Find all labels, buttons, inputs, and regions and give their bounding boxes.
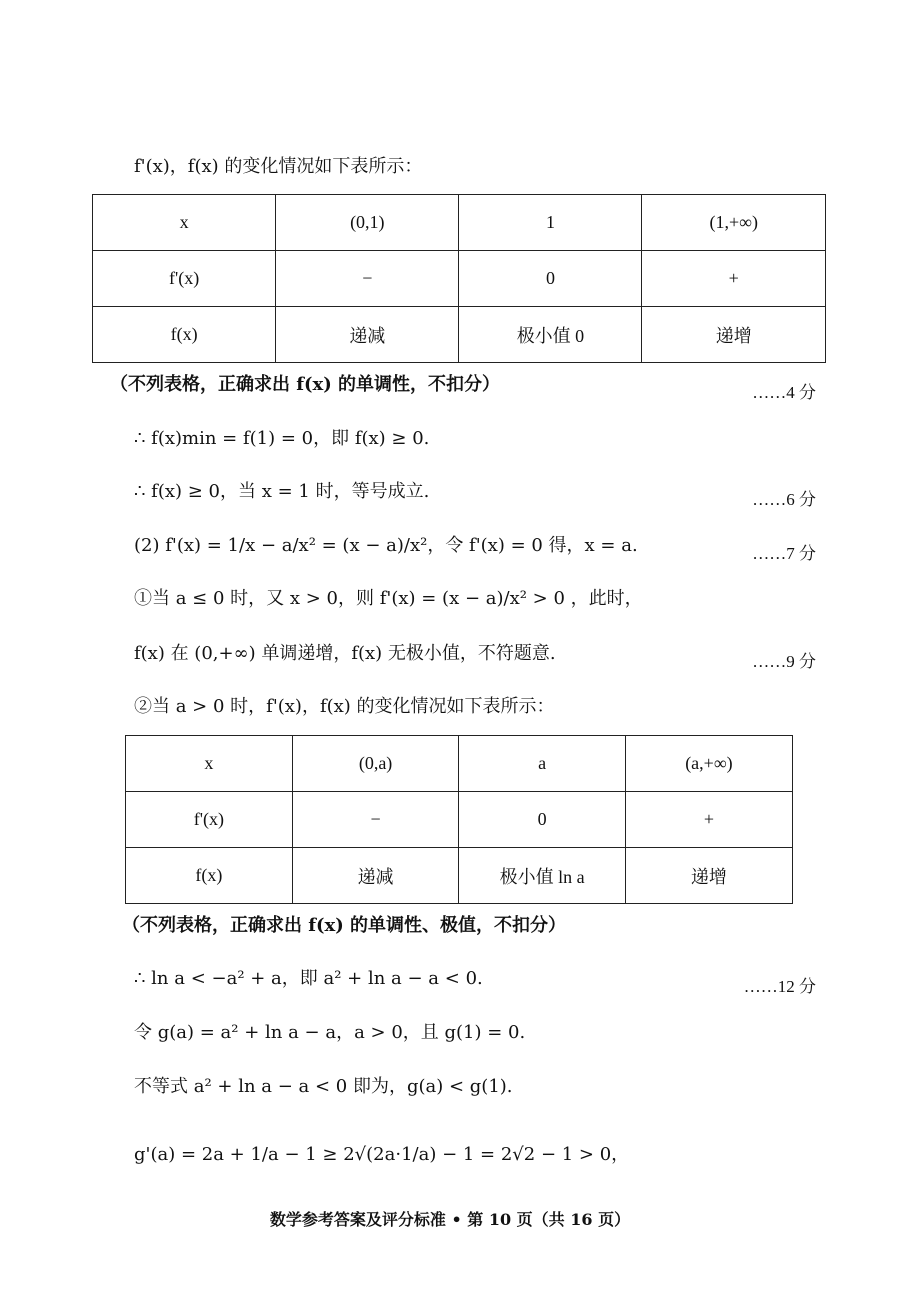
table-row bbox=[93, 307, 826, 363]
equivalent-inequality-line: 不等式 a² + ln a − a < 0 即为，g(a) < g(1). bbox=[134, 1076, 513, 1097]
table-row bbox=[93, 251, 826, 307]
cell: 递增 bbox=[625, 848, 792, 904]
page-footer: 数学参考答案及评分标准 • 第 10 页（共 16 页） bbox=[269, 1210, 631, 1229]
inequality-line: ∴ ln a < −a² + a，即 a² + ln a − a < 0. bbox=[134, 968, 483, 989]
case1-result-line: f(x) 在 (0,+∞) 单调递增，f(x) 无极小值，不符题意. bbox=[134, 643, 556, 664]
cell: f'(x) bbox=[93, 251, 276, 307]
table-row bbox=[126, 792, 793, 848]
cell: 递增 bbox=[642, 307, 826, 363]
cell: − bbox=[276, 251, 459, 307]
cell: f(x) bbox=[93, 307, 276, 363]
score-6: ……6 分 bbox=[752, 490, 816, 509]
cell: a bbox=[459, 736, 625, 792]
score-12: ……12 分 bbox=[743, 977, 816, 996]
table-case2 bbox=[125, 735, 793, 904]
score-4: ……4 分 bbox=[752, 383, 816, 402]
cell: + bbox=[625, 792, 792, 848]
equality-line: ∴ f(x) ≥ 0，当 x = 1 时，等号成立. bbox=[134, 481, 430, 502]
note-no-table-extremum: （不列表格，正确求出 f(x) 的单调性、极值，不扣分） bbox=[122, 915, 567, 936]
cell: f(x) bbox=[126, 848, 293, 904]
cell: + bbox=[642, 251, 826, 307]
cell: − bbox=[292, 792, 459, 848]
case2-line: ②当 a > 0 时，f'(x)，f(x) 的变化情况如下表所示： bbox=[134, 696, 555, 717]
cell: x bbox=[126, 736, 293, 792]
min-value-line: ∴ f(x)min = f(1) = 0，即 f(x) ≥ 0. bbox=[134, 428, 430, 449]
cell: 0 bbox=[459, 792, 625, 848]
cell: (a,+∞) bbox=[625, 736, 792, 792]
table-f-on-0-inf bbox=[92, 194, 826, 363]
cell: 递减 bbox=[292, 848, 459, 904]
part2-derivative-line: (2) f'(x) = 1/x − a/x² = (x − a)/x²，令 f'(x) = 0 得，x = a. bbox=[134, 535, 638, 556]
cell: 1 bbox=[459, 195, 642, 251]
g-definition-line: 令 g(a) = a² + ln a − a，a > 0，且 g(1) = 0. bbox=[134, 1022, 526, 1043]
table-row bbox=[126, 736, 793, 792]
score-9: ……9 分 bbox=[752, 652, 816, 671]
score-7: ……7 分 bbox=[752, 544, 816, 563]
cell: 0 bbox=[459, 251, 642, 307]
cell: 递减 bbox=[276, 307, 459, 363]
cell: x bbox=[93, 195, 276, 251]
cell: 极小值 0 bbox=[459, 307, 642, 363]
table-row bbox=[126, 848, 793, 904]
note-no-table: （不列表格，正确求出 f(x) 的单调性，不扣分） bbox=[110, 374, 501, 395]
cell: (0,a) bbox=[292, 736, 459, 792]
cell: 极小值 ln a bbox=[459, 848, 625, 904]
table-row bbox=[93, 195, 826, 251]
intro-text: f'(x)，f(x) 的变化情况如下表所示： bbox=[134, 156, 423, 177]
cell: (0,1) bbox=[276, 195, 459, 251]
cell: (1,+∞) bbox=[642, 195, 826, 251]
case1-line: ①当 a ≤ 0 时，又 x > 0，则 f'(x) = (x − a)/x² > 0 ，此时， bbox=[134, 588, 643, 609]
g-derivative-line: g'(a) = 2a + 1/a − 1 ≥ 2√(2a·1/a) − 1 = 2√2 − 1 > 0， bbox=[134, 1144, 630, 1165]
cell: f'(x) bbox=[126, 792, 293, 848]
